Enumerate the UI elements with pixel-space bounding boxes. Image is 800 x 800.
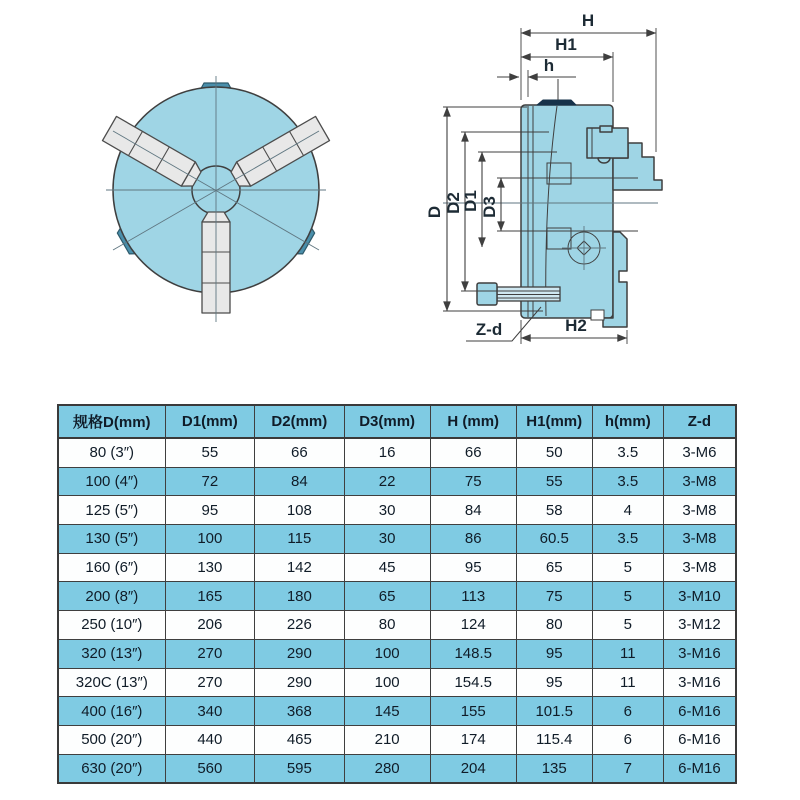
spec-value-cell: 45 — [344, 553, 430, 582]
dim-h-label: h — [543, 56, 555, 75]
spec-value-cell: 154.5 — [430, 668, 516, 697]
spec-value-cell: 368 — [255, 697, 344, 726]
spec-value-cell: 226 — [255, 611, 344, 640]
spec-value-cell: 155 — [430, 697, 516, 726]
spec-size-cell: 160 (6″) — [58, 553, 165, 582]
jaw-cap-top — [537, 100, 576, 105]
spec-value-cell: 204 — [430, 754, 516, 783]
spec-value-cell: 3-M8 — [663, 467, 736, 496]
spec-value-cell: 80 — [344, 611, 430, 640]
spec-size-cell: 320 (13″) — [58, 639, 165, 668]
column-header: 规格D(mm) — [58, 405, 165, 438]
spec-value-cell: 165 — [165, 582, 254, 611]
spec-value-cell: 5 — [592, 582, 663, 611]
spec-value-cell: 3-M12 — [663, 611, 736, 640]
spec-value-cell: 58 — [516, 496, 592, 525]
spec-value-cell: 3-M16 — [663, 668, 736, 697]
spec-value-cell: 84 — [255, 467, 344, 496]
table-row — [58, 553, 736, 582]
spec-value-cell: 560 — [165, 754, 254, 783]
spec-value-cell: 65 — [516, 553, 592, 582]
spec-value-cell: 16 — [344, 438, 430, 467]
table-row — [58, 467, 736, 496]
spec-table — [57, 404, 737, 784]
spec-value-cell: 65 — [344, 582, 430, 611]
spec-value-cell: 100 — [344, 639, 430, 668]
spec-value-cell: 3-M8 — [663, 553, 736, 582]
spec-value-cell: 66 — [255, 438, 344, 467]
table-row — [58, 754, 736, 783]
spec-size-cell: 320C (13″) — [58, 668, 165, 697]
table-row — [58, 611, 736, 640]
back-foot-notch — [591, 310, 604, 320]
table-row — [58, 582, 736, 611]
column-header: H1(mm) — [516, 405, 592, 438]
spec-value-cell: 206 — [165, 611, 254, 640]
spec-value-cell: 440 — [165, 725, 254, 754]
spec-value-cell: 5 — [592, 611, 663, 640]
spec-value-cell: 135 — [516, 754, 592, 783]
spec-value-cell: 3-M10 — [663, 582, 736, 611]
spec-value-cell: 95 — [516, 639, 592, 668]
spec-value-cell: 5 — [592, 553, 663, 582]
spec-value-cell: 270 — [165, 668, 254, 697]
spec-value-cell: 55 — [516, 467, 592, 496]
spec-value-cell: 290 — [255, 668, 344, 697]
spec-value-cell: 11 — [592, 639, 663, 668]
table-row — [58, 725, 736, 754]
spec-table-head-row — [58, 405, 736, 438]
dim-H-label: H — [581, 11, 595, 30]
spec-value-cell: 145 — [344, 697, 430, 726]
spec-value-cell: 3-M8 — [663, 525, 736, 554]
spec-value-cell: 6-M16 — [663, 754, 736, 783]
spec-value-cell: 55 — [165, 438, 254, 467]
spec-value-cell: 84 — [430, 496, 516, 525]
dim-D-label: D — [425, 205, 444, 219]
spec-value-cell: 50 — [516, 438, 592, 467]
spec-size-cell: 250 (10″) — [58, 611, 165, 640]
spec-value-cell: 30 — [344, 525, 430, 554]
spec-value-cell: 7 — [592, 754, 663, 783]
spec-value-cell: 3-M6 — [663, 438, 736, 467]
spec-value-cell: 180 — [255, 582, 344, 611]
spec-value-cell: 86 — [430, 525, 516, 554]
table-row — [58, 697, 736, 726]
spec-value-cell: 124 — [430, 611, 516, 640]
spec-size-cell: 100 (4″) — [58, 467, 165, 496]
table-row — [58, 525, 736, 554]
spec-value-cell: 270 — [165, 639, 254, 668]
front-view — [102, 76, 329, 322]
spec-value-cell: 210 — [344, 725, 430, 754]
spec-value-cell: 6-M16 — [663, 725, 736, 754]
table-row — [58, 668, 736, 697]
spec-value-cell: 290 — [255, 639, 344, 668]
spec-value-cell: 465 — [255, 725, 344, 754]
spec-value-cell: 115 — [255, 525, 344, 554]
column-header: D2(mm) — [255, 405, 344, 438]
spec-value-cell: 148.5 — [430, 639, 516, 668]
spec-table-body — [58, 438, 736, 783]
spec-value-cell: 115.4 — [516, 725, 592, 754]
spec-value-cell: 3.5 — [592, 525, 663, 554]
spec-value-cell: 3-M16 — [663, 639, 736, 668]
spec-value-cell: 3-M8 — [663, 496, 736, 525]
spec-value-cell: 80 — [516, 611, 592, 640]
spec-value-cell: 142 — [255, 553, 344, 582]
spec-value-cell: 6 — [592, 725, 663, 754]
table-row — [58, 438, 736, 467]
spec-value-cell: 280 — [344, 754, 430, 783]
spec-value-cell: 72 — [165, 467, 254, 496]
dim-D2-label: D2 — [444, 192, 463, 214]
spec-size-cell: 125 (5″) — [58, 496, 165, 525]
dim-D1-label: D1 — [461, 190, 480, 212]
spec-size-cell: 130 (5″) — [58, 525, 165, 554]
spec-value-cell: 60.5 — [516, 525, 592, 554]
table-row — [58, 639, 736, 668]
spec-value-cell: 3.5 — [592, 467, 663, 496]
spec-value-cell: 75 — [516, 582, 592, 611]
spec-value-cell: 95 — [165, 496, 254, 525]
spec-value-cell: 4 — [592, 496, 663, 525]
spec-value-cell: 100 — [165, 525, 254, 554]
column-header: D1(mm) — [165, 405, 254, 438]
spec-value-cell: 101.5 — [516, 697, 592, 726]
spec-value-cell: 30 — [344, 496, 430, 525]
column-header: h(mm) — [592, 405, 663, 438]
spec-value-cell: 108 — [255, 496, 344, 525]
spec-value-cell: 6-M16 — [663, 697, 736, 726]
spec-size-cell: 80 (3″) — [58, 438, 165, 467]
side-view — [425, 11, 662, 344]
column-header: D3(mm) — [344, 405, 430, 438]
spec-value-cell: 95 — [430, 553, 516, 582]
spec-value-cell: 100 — [344, 668, 430, 697]
spec-value-cell: 11 — [592, 668, 663, 697]
spec-value-cell: 113 — [430, 582, 516, 611]
spec-size-cell: 500 (20″) — [58, 725, 165, 754]
column-header: Z-d — [663, 405, 736, 438]
spec-value-cell: 75 — [430, 467, 516, 496]
spec-value-cell: 130 — [165, 553, 254, 582]
spec-size-cell: 400 (16″) — [58, 697, 165, 726]
dim-H1-label: H1 — [555, 35, 577, 54]
spec-value-cell: 340 — [165, 697, 254, 726]
dim-H2-label: H2 — [565, 316, 587, 335]
spec-value-cell: 3.5 — [592, 438, 663, 467]
table-row — [58, 496, 736, 525]
spec-value-cell: 95 — [516, 668, 592, 697]
spec-value-cell: 595 — [255, 754, 344, 783]
spec-size-cell: 200 (8″) — [58, 582, 165, 611]
spec-value-cell: 66 — [430, 438, 516, 467]
spec-value-cell: 174 — [430, 725, 516, 754]
spec-value-cell: 22 — [344, 467, 430, 496]
dim-D3-label: D3 — [480, 196, 499, 218]
spec-size-cell: 630 (20″) — [58, 754, 165, 783]
dim-Zd-label: Z-d — [475, 320, 503, 339]
spec-value-cell: 6 — [592, 697, 663, 726]
column-header: H (mm) — [430, 405, 516, 438]
